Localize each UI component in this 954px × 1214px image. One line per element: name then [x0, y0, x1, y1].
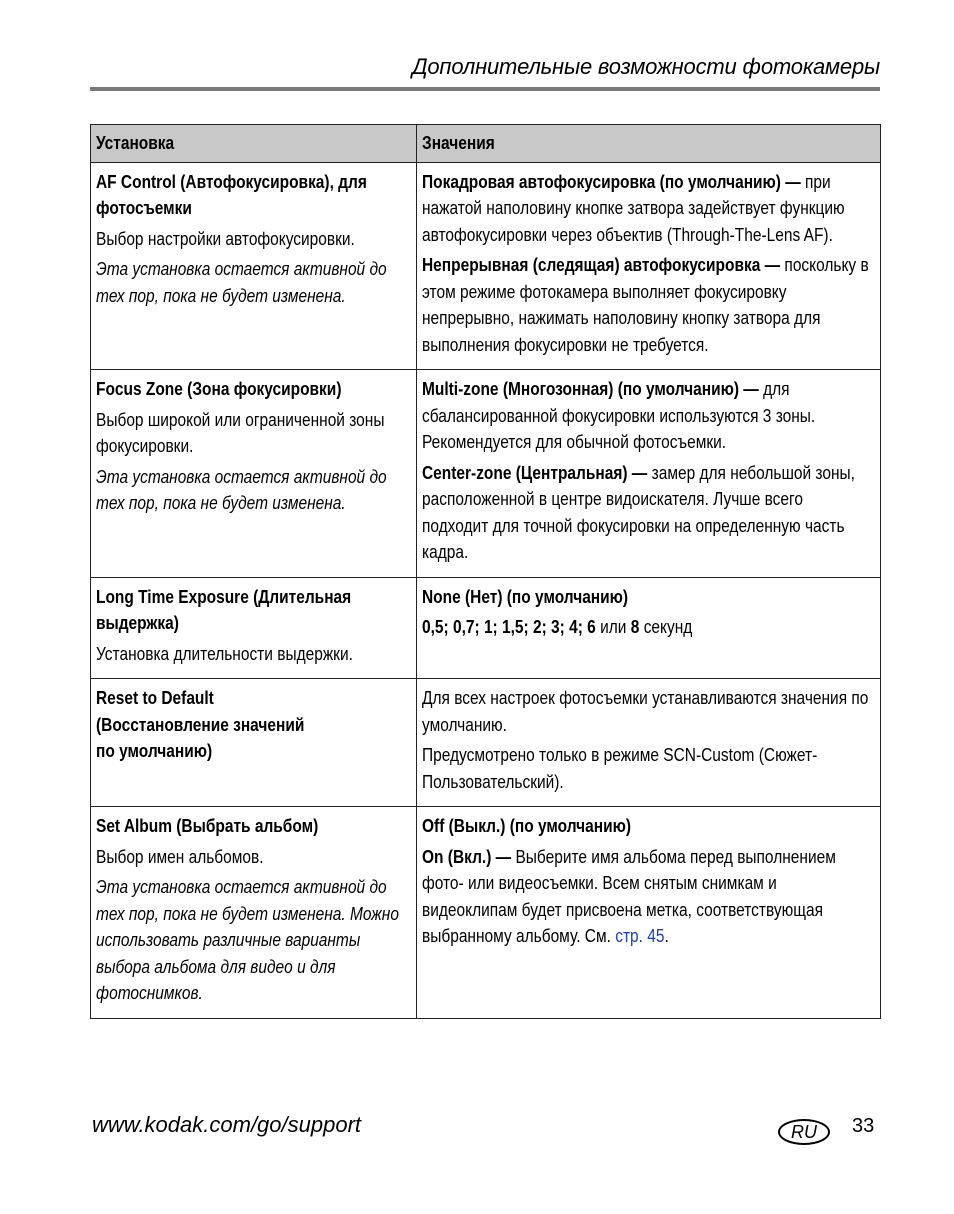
column-header-values: Значения [417, 125, 881, 163]
page-number: 33 [852, 1115, 875, 1137]
setting-note: Эта установка остается активной до тех пор, пока не будет изменена. [96, 259, 387, 306]
setting-description: Установка длительности выдержки. [96, 643, 353, 664]
setting-title-line: (Восстановление значений [96, 714, 305, 735]
setting-cell-focus-zone [91, 370, 417, 578]
value-option: Multi-zone (Многозонная) (по умолчанию) — для сбалансированной фокусировки используются 3 зоны. Рекомендуется для обычной фотосъемки. [422, 379, 816, 452]
setting-description: Выбор настройки автофокусировки. [96, 228, 355, 249]
footer-url: www.kodak.com/go/support [92, 1112, 362, 1137]
setting-title: Focus Zone (Зона фокусировки) [96, 379, 342, 399]
value-option: None (Нет) (по умолчанию) [422, 586, 629, 607]
setting-note: Эта установка остается активной до тех пор, пока не будет изменена. Можно использовать различные варианты выбора альбома для видео и для фотоснимков. [96, 877, 399, 1003]
column-header-setting: Установка [91, 125, 417, 163]
setting-cell-af-control [91, 162, 417, 370]
setting-cell-long-exposure [91, 577, 417, 679]
value-option: Для всех настроек фотосъемки устанавливаются значения по умолчанию. [422, 688, 869, 735]
page-header-title: Дополнительные возможности фотокамеры [412, 54, 880, 79]
setting-title-line: по умолчанию) [96, 741, 213, 761]
table-row [91, 162, 881, 370]
setting-note: Эта установка остается активной до тех пор, пока не будет изменена. [96, 466, 387, 513]
table-row [91, 807, 881, 1019]
table-row [91, 577, 881, 679]
settings-table [90, 124, 881, 1019]
value-option: 0,5; 0,7; 1; 1,5; 2; 3; 4; 6 или 8 секунд [422, 617, 693, 637]
values-cell-reset-default [417, 679, 881, 807]
page-link[interactable]: стр. 45 [615, 926, 665, 946]
setting-title: Set Album (Выбрать альбом) [96, 816, 319, 836]
table-row [91, 679, 881, 807]
value-option: On (Вкл.) — Выберите имя альбома перед выполнением фото- или видеосъемки. Всем снятым снимкам и видеоклипам будет присвоена метка, соответствующая выбранному альбому. См. стр. 45. [422, 846, 836, 946]
value-option: Покадровая автофокусировка (по умолчанию) — при нажатой наполовину кнопке затвора задействует функцию автофокусировки через объектив (Through-The-Lens AF). [422, 171, 845, 245]
value-option: Непрерывная (следящая) автофокусировка — поскольку в этом режиме фотокамера выполняет фокусировку непрерывно, нажимать наполовину кнопку затвора для выполнения фокусировки не требуется. [422, 255, 869, 355]
table-header-row [91, 125, 881, 163]
setting-cell-set-album [91, 807, 417, 1019]
values-cell-set-album [417, 807, 881, 1019]
setting-title-line: Reset to Default [96, 688, 214, 708]
table-row [91, 370, 881, 578]
setting-description: Выбор имен альбомов. [96, 846, 264, 867]
value-option: Off (Выкл.) (по умолчанию) [422, 816, 632, 836]
values-cell-af-control [417, 162, 881, 370]
value-option: Предусмотрено только в режиме SCN-Custom (Сюжет-Пользовательский). [422, 745, 818, 792]
setting-description: Выбор широкой или ограниченной зоны фокусировки. [96, 409, 385, 456]
setting-title: Long Time Exposure (Длительная выдержка) [96, 586, 352, 633]
language-badge: RU [778, 1119, 830, 1145]
values-cell-long-exposure [417, 577, 881, 679]
value-option: Center-zone (Центральная) — замер для небольшой зоны, расположенной в центре видоискателя. Лучше всего подходит для точной фокусировки на определенную часть кадра. [422, 462, 855, 562]
header-rule [90, 87, 880, 91]
setting-cell-reset-default [91, 679, 417, 807]
setting-title: AF Control (Автофокусировка), для фотосъемки [96, 171, 367, 218]
values-cell-focus-zone [417, 370, 881, 578]
